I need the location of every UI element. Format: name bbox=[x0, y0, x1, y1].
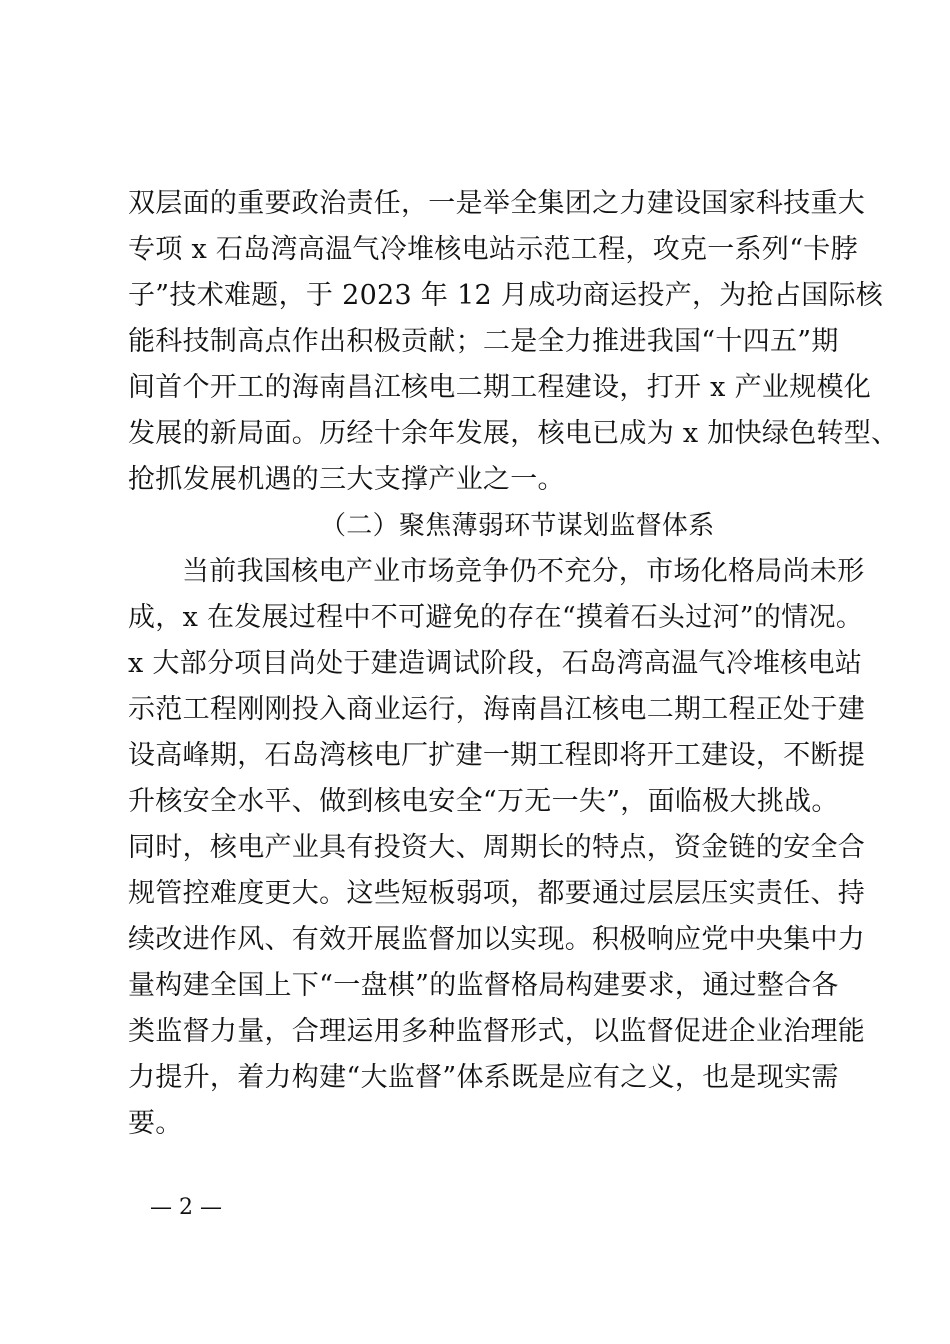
paragraph-line: 专项 x 石岛湾高温气冷堆核电站示范工程，攻克一系列“卡脖 bbox=[128, 234, 858, 265]
paragraph-line: x 大部分项目尚处于建造调试阶段，石岛湾高温气冷堆核电站 bbox=[128, 648, 863, 679]
paragraph-line: 规管控难度更大。这些短板弱项，都要通过层层压实责任、持 bbox=[128, 878, 866, 909]
paragraph-line: 发展的新局面。历经十余年发展，核电已成为 x 加快绿色转型、 bbox=[128, 418, 899, 449]
paragraph-line: 续改进作风、有效开展监督加以实现。积极响应党中央集中力 bbox=[128, 924, 866, 955]
paragraph-line: 升核安全水平、做到核电安全“万无一失”，面临极大挑战。 bbox=[128, 786, 839, 817]
paragraph-line: 子”技术难题，于 2023 年 12 月成功商运投产，为抢占国际核 bbox=[128, 280, 884, 311]
paragraph-line: 间首个开工的海南昌江核电二期工程建设，打开 x 产业规模化 bbox=[128, 372, 872, 403]
paragraph-line: 能科技制高点作出积极贡献；二是全力推进我国“十四五”期 bbox=[128, 326, 839, 357]
paragraph-line: 抢抓发展机遇的三大支撑产业之一。 bbox=[128, 464, 565, 495]
paragraph-line: 双层面的重要政治责任，一是举全集团之力建设国家科技重大 bbox=[128, 188, 866, 219]
paragraph-line: 力提升，着力构建“大监督”体系既是应有之义，也是现实需 bbox=[128, 1062, 839, 1093]
page-number: — 2 — bbox=[150, 1195, 222, 1220]
paragraph-line: 成，x 在发展过程中不可避免的存在“摸着石头过河”的情况。 bbox=[128, 602, 864, 633]
paragraph-line: 设高峰期，石岛湾核电厂扩建一期工程即将开工建设，不断提 bbox=[128, 740, 866, 771]
paragraph-line: 示范工程刚刚投入商业运行，海南昌江核电二期工程正处于建 bbox=[128, 694, 866, 725]
paragraph-line: 量构建全国上下“一盘棋”的监督格局构建要求，通过整合各 bbox=[128, 970, 839, 1001]
paragraph-line: 要。 bbox=[128, 1108, 183, 1139]
paragraph-line: 类监督力量，合理运用多种监督形式，以监督促进企业治理能 bbox=[128, 1016, 866, 1047]
paragraph-line: 同时，核电产业具有投资大、周期长的特点，资金链的安全合 bbox=[128, 832, 866, 863]
section-heading: （二）聚焦薄弱环节谋划监督体系 bbox=[320, 511, 715, 541]
paragraph-line: 当前我国核电产业市场竞争仍不充分，市场化格局尚未形 bbox=[182, 556, 865, 587]
